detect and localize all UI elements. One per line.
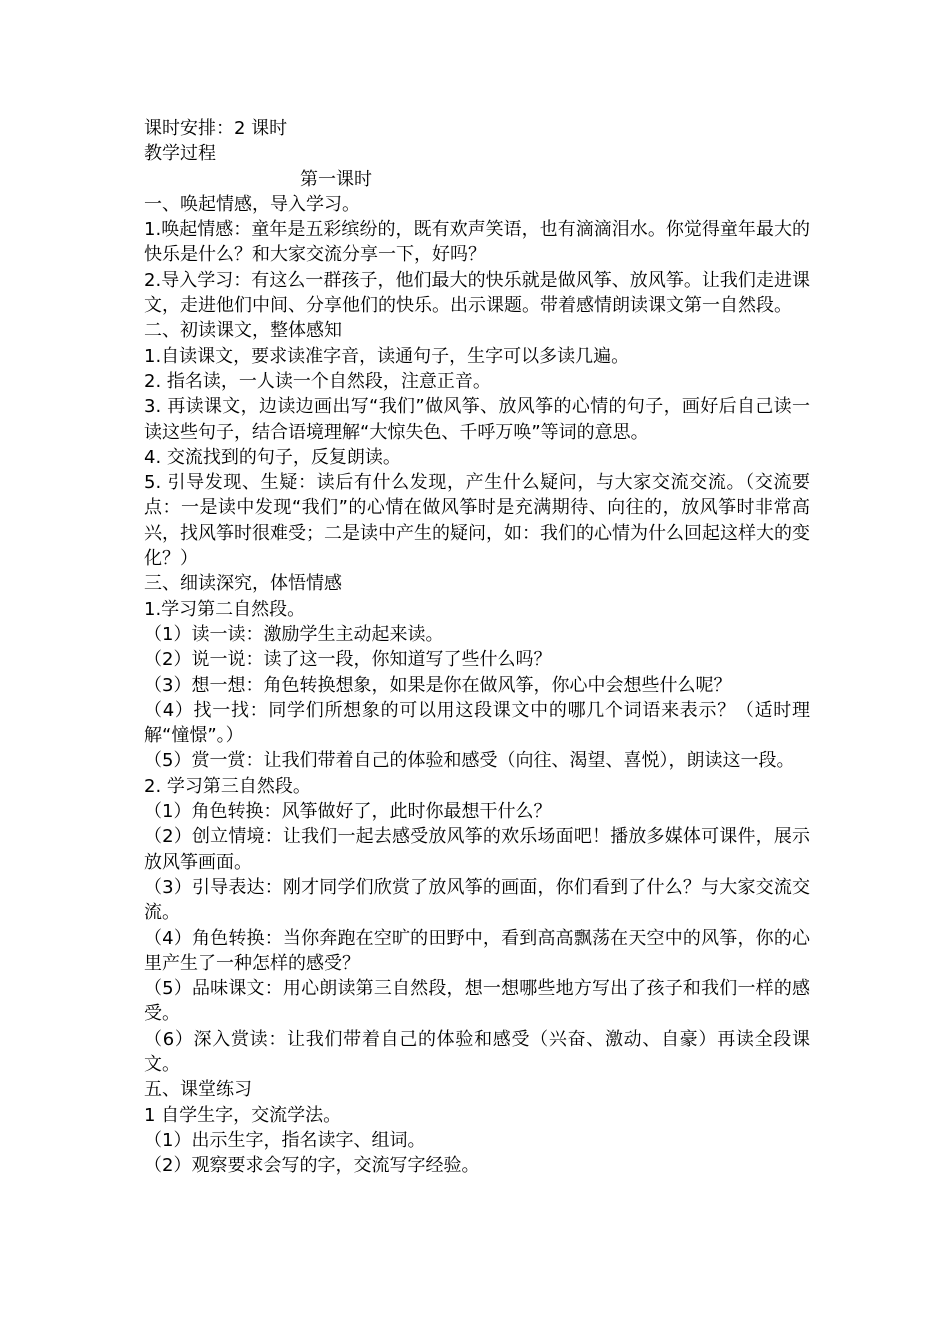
- schedule-line: 课时安排：2 课时: [144, 118, 288, 139]
- paragraph: 3. 再读课文，边读边画出写“我们”做风筝、放风筝的心情的句子，画好后自己读一读这些句子，结合语境理解“大惊失色、千呼万唤”等词的意思。: [144, 396, 810, 443]
- document-page: [144, 116, 810, 1178]
- paragraph: （5）赏一赏：让我们带着自己的体验和感受（向往、渴望、喜悦），朗读这一段。: [144, 750, 795, 772]
- paragraph: 1.学习第二自然段。: [144, 598, 306, 620]
- process-heading: 教学过程: [144, 143, 216, 165]
- paragraph: （4）角色转换：当你奔跑在空旷的田野中，看到高高飘荡在天空中的风筝，你的心里产生了一种怎样的感受？: [144, 927, 810, 974]
- paragraph: 2. 指名读，一人读一个自然段，注意正音。: [144, 370, 491, 392]
- section-heading: 一、唤起情感，导入学习。: [144, 193, 360, 215]
- paragraph: （2）观察要求会写的字，交流写字经验。: [144, 1155, 480, 1177]
- paragraph: 1.自读课文，要求读准字音，读通句子，生字可以多读几遍。: [144, 345, 630, 367]
- lesson-title: 第一课时: [300, 168, 372, 190]
- paragraph: （1）出示生字，指名读字、组词。: [144, 1129, 426, 1151]
- paragraph: （4）找一找：同学们所想象的可以用这段课文中的哪几个词语来表示？（适时理解“憧憬”。）: [144, 699, 810, 747]
- paragraph: （3）想一想：角色转换想象，如果是你在做风筝，你心中会想些什么呢？: [144, 674, 732, 696]
- paragraph: （3）引导表达：刚才同学们欣赏了放风筝的画面，你们看到了什么？与大家交流交流。: [144, 876, 810, 924]
- paragraph: （2）说一说：读了这一段，你知道写了些什么吗？: [144, 649, 552, 671]
- paragraph: （5）品味课文：用心朗读第三自然段，想一想哪些地方写出了孩子和我们一样的感受。: [144, 978, 810, 1025]
- paragraph: （1）角色转换：风筝做好了，此时你最想干什么？: [144, 801, 552, 823]
- paragraph: 1.唤起情感：童年是五彩缤纷的，既有欢声笑语，也有滴滴泪水。你觉得童年最大的快乐是什么？和大家交流分享一下，好吗？: [144, 219, 810, 266]
- paragraph: 1 自学生字，交流学法。: [144, 1104, 342, 1126]
- paragraph: 4. 交流找到的句子，反复朗读。: [144, 446, 401, 468]
- paragraph: 2.导入学习：有这么一群孩子，他们最大的快乐就是做风筝、放风筝。让我们走进课文，走进他们中间、分享他们的快乐。出示课题。带着感情朗读课文第一自然段。: [144, 269, 810, 317]
- paragraph: （6）深入赏读：让我们带着自己的体验和感受（兴奋、激动、自豪）再读全段课文。: [144, 1028, 810, 1075]
- paragraph: （2）创立情境：让我们一起去感受放风筝的欢乐场面吧！播放多媒体可课件，展示放风筝画面。: [144, 826, 810, 873]
- section-heading: 五、课堂练习: [144, 1079, 252, 1101]
- section-heading: 二、初读课文，整体感知: [144, 320, 342, 342]
- paragraph: （1）读一读：激励学生主动起来读。: [144, 623, 444, 645]
- section-heading: 三、细读深究，体悟情感: [144, 573, 342, 595]
- paragraph: 2. 学习第三自然段。: [144, 775, 311, 797]
- paragraph: 5. 引导发现、生疑：读后有什么发现，产生什么疑问，与大家交流交流。（交流要点：一是读中发现“我们”的心情在做风筝时是充满期待、向往的，放风筝时非常高兴，找风筝时很难受；二是读中产生的疑问，如：我们的心情为什么回起这样大的变化？）: [144, 472, 810, 570]
